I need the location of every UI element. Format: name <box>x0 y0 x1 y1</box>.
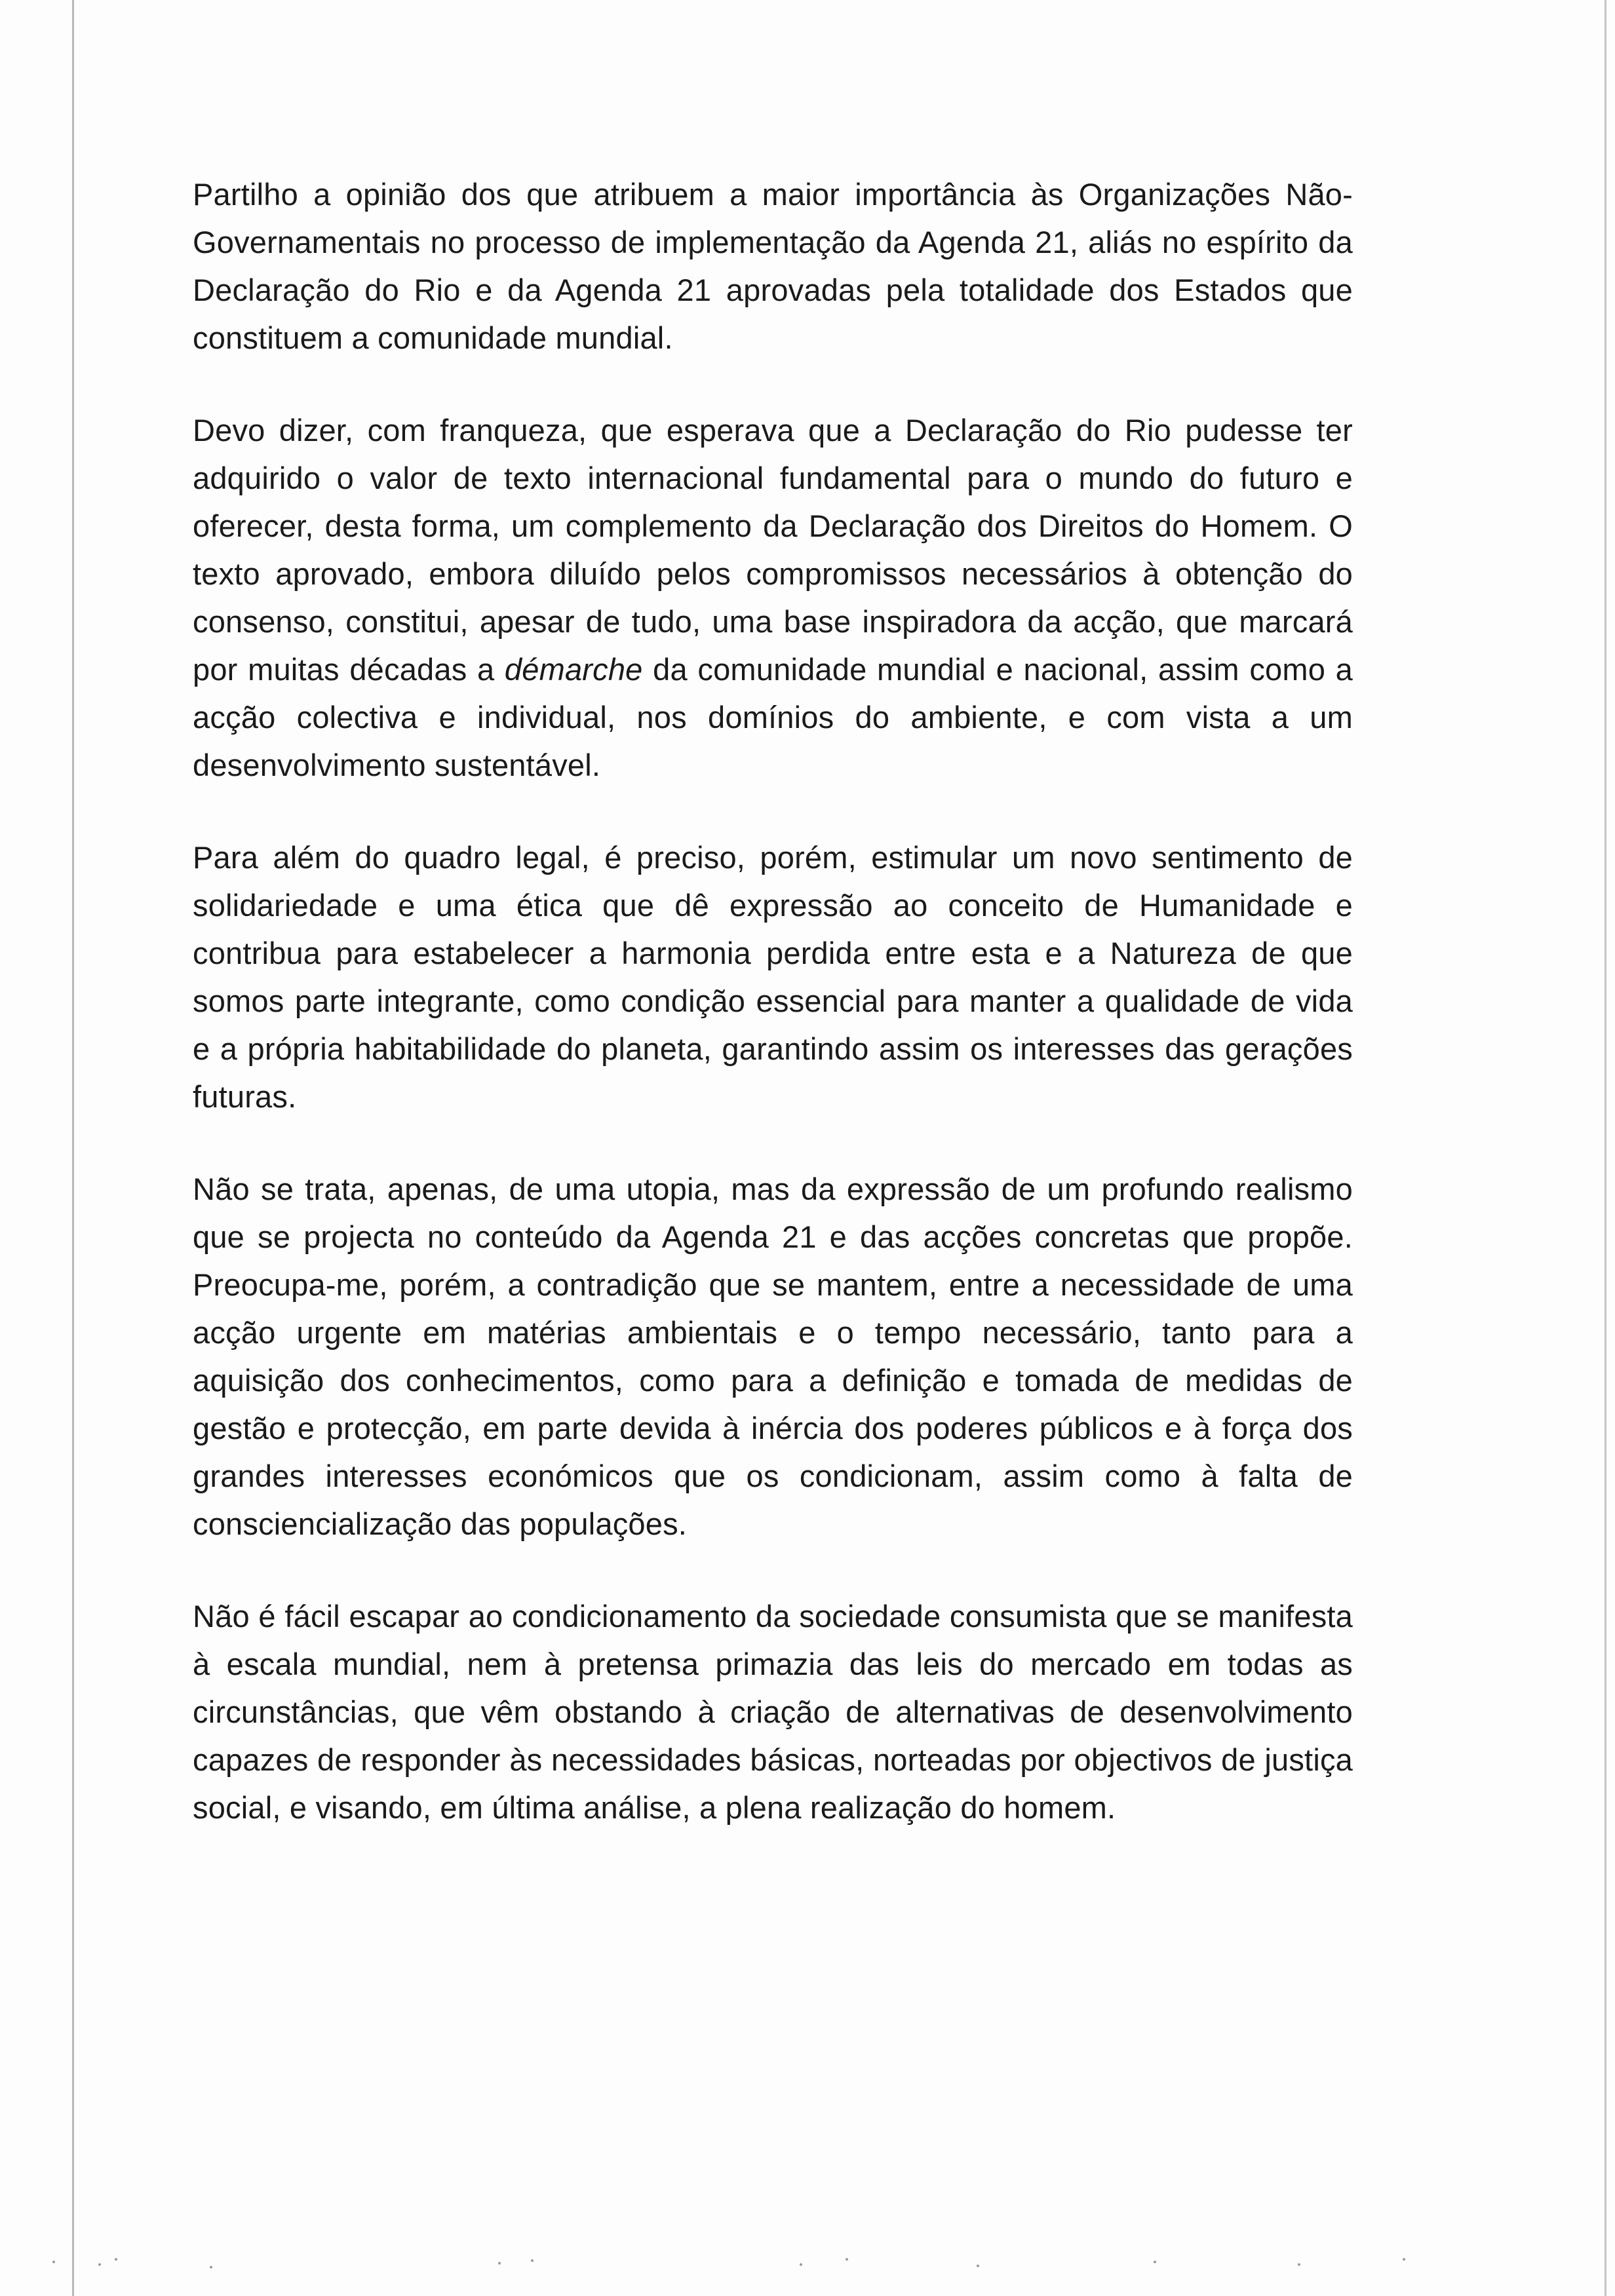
scan-speck <box>1403 2258 1405 2261</box>
scan-speck <box>977 2265 979 2267</box>
paragraph-4 <box>193 1165 1353 1548</box>
paragraph-text: Devo dizer, com franqueza, que esperava que a Declaração do Rio pudesse ter adquirido o valor de texto internacional fundamental para o mundo do futuro e oferecer, desta forma, um complemento da Declaração dos Direitos do Homem. O texto aprovado, embora diluído pelos compromissos necessários à obtenção do consenso, constitui, apesar de tudo, uma base inspiradora da acção, que marcará por muitas décadas a <box>193 413 1353 687</box>
paragraph-1 <box>193 170 1353 362</box>
scan-speck <box>98 2263 101 2266</box>
scan-speck <box>1298 2263 1300 2266</box>
italic-term: démarche <box>504 652 643 687</box>
left-margin-line <box>72 0 74 2296</box>
right-margin-line <box>1605 0 1606 2296</box>
paragraph-text: Não se trata, apenas, de uma utopia, mas da expressão de um profundo realismo que se projecta no conteúdo da Agenda 21 e das acções concretas que propõe. Preocupa-me, porém, a contradição que se mantem, entre a necessidade de uma acção urgente em matérias ambientais e o tempo necessário, tanto para a aquisição dos conhecimentos, como para a definição e tomada de medidas de gestão e protecção, em parte devida à inércia dos poderes públicos e à força dos grandes interesses económicos que os condicionam, assim como à falta de consciencialização das populações. <box>193 1172 1353 1541</box>
paragraph-5 <box>193 1592 1353 1831</box>
document-body <box>193 170 1353 1831</box>
scan-noise <box>0 2254 1615 2280</box>
scan-speck <box>498 2262 501 2265</box>
paragraph-text: Partilho a opinião dos que atribuem a maior importância às Organizações Não-Governamentais no processo de implementação da Agenda 21, aliás no espírito da Declaração do Rio e da Agenda 21 aprovadas pela totalidade dos Estados que constituem a comunidade mundial. <box>193 177 1353 355</box>
scan-speck <box>800 2263 802 2266</box>
scan-speck <box>846 2258 848 2261</box>
paragraph-3 <box>193 833 1353 1120</box>
paragraph-text: Para além do quadro legal, é preciso, porém, estimular um novo sentimento de solidariedade e uma ética que dê expressão ao conceito de Humanidade e contribua para estabelecer a harmonia perdida entre esta e a Natureza de que somos parte integrante, como condição essencial para manter a qualidade de vida e a própria habitabilidade do planeta, garantindo assim os interesses das gerações futuras. <box>193 840 1353 1114</box>
paragraph-text: Não é fácil escapar ao condicionamento da sociedade consumista que se manifesta à escala mundial, nem à pretensa primazia das leis do mercado em todas as circunstâncias, que vêm obstando à criação de alternativas de desenvolvimento capazes de responder às necessidades básicas, norteadas por objectivos de justiça social, e visando, em última análise, a plena realização do homem. <box>193 1599 1353 1825</box>
scan-speck <box>52 2261 55 2263</box>
scan-speck <box>115 2258 117 2261</box>
scan-speck <box>1154 2261 1156 2263</box>
scan-speck <box>210 2266 212 2268</box>
paragraph-2 <box>193 406 1353 789</box>
scan-speck <box>531 2259 534 2262</box>
paragraph-text: da comunidade mundial e nacional, assim como a acção colectiva e individual, nos domínios do ambiente, e com vista a um desenvolvimento sustentável. <box>193 652 1353 782</box>
